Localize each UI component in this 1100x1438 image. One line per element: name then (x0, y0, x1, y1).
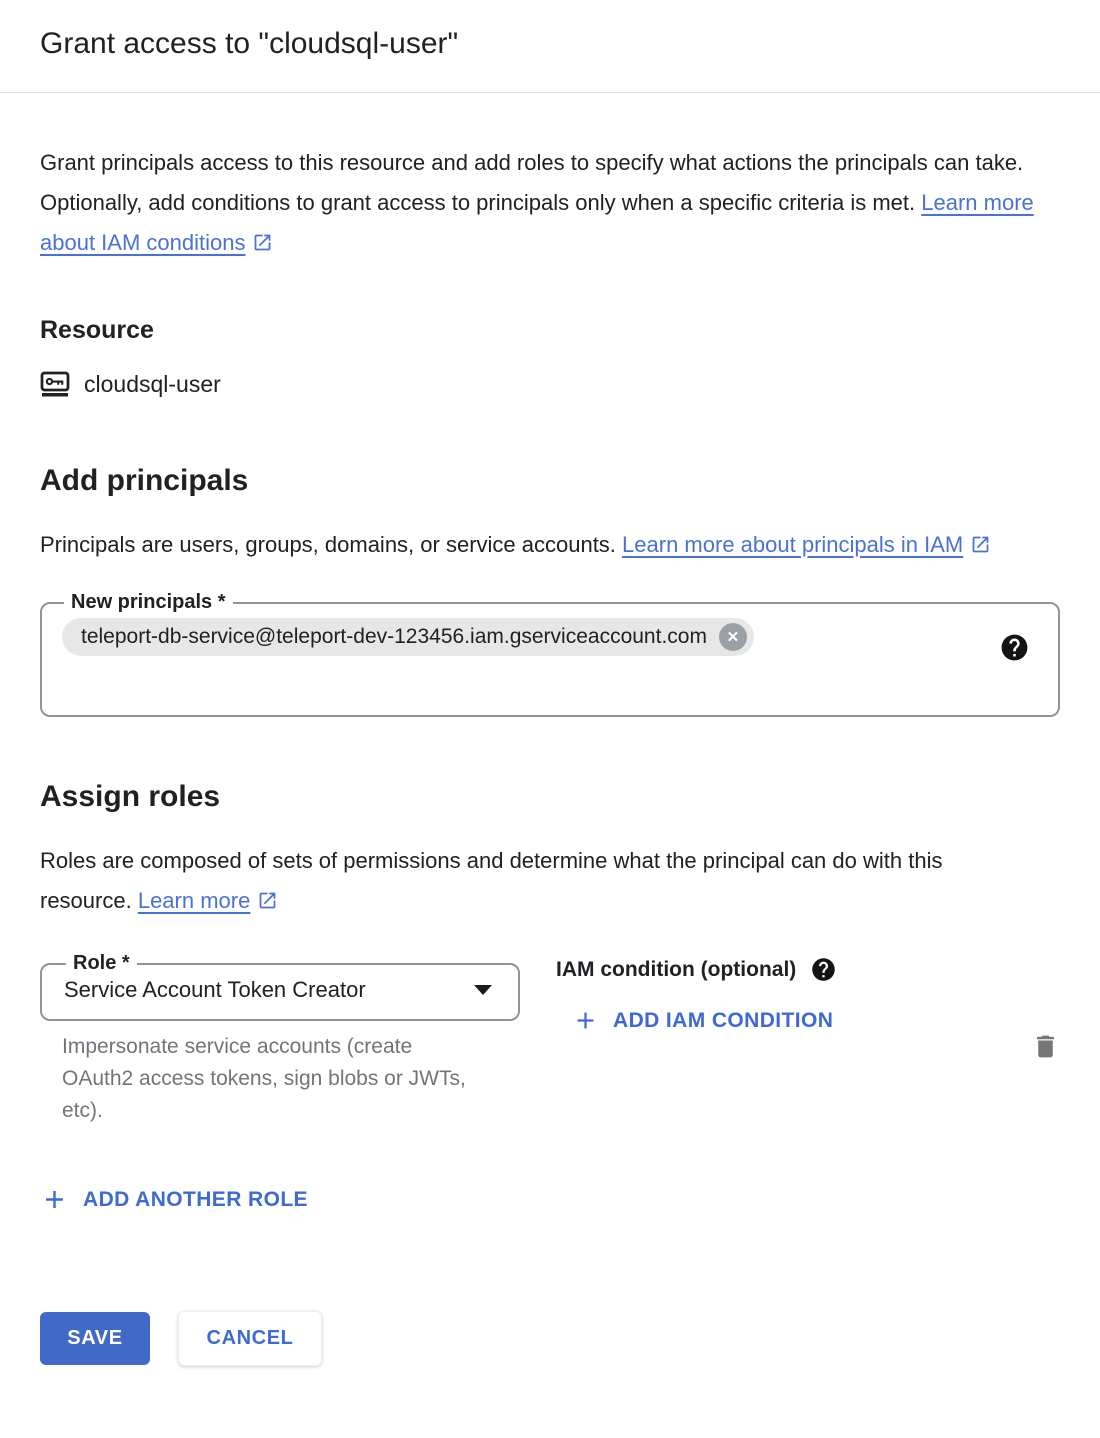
delete-role-button[interactable] (1031, 966, 1060, 1127)
divider (0, 92, 1100, 93)
external-link-icon (257, 890, 278, 911)
help-icon (999, 632, 1030, 663)
iam-conditions-link-label: Learn more about IAM conditions (40, 190, 1034, 255)
close-icon: ✕ (726, 629, 740, 646)
add-another-role-label: ADD ANOTHER ROLE (83, 1187, 308, 1211)
service-account-icon (40, 369, 70, 399)
chip-remove-button[interactable] (719, 623, 747, 651)
delete-role-column (1016, 952, 1060, 1127)
assign-roles-heading: Assign roles (40, 780, 221, 813)
help-icon (810, 956, 837, 983)
principals-link[interactable] (622, 532, 991, 557)
role-select-row[interactable] (58, 975, 502, 1019)
role-column (40, 952, 520, 1127)
resource-row (40, 369, 1060, 399)
principals-paragraph (40, 525, 1030, 565)
role-description: Impersonate service accounts (create OAuth2 access tokens, sign blobs or JWTs, etc). (62, 1035, 466, 1122)
iam-condition-label: IAM condition (optional) (556, 957, 797, 981)
external-link-icon (970, 534, 991, 555)
add-another-role-button[interactable] (40, 1185, 308, 1214)
cancel-button[interactable]: CANCEL (178, 1311, 322, 1366)
principals-text: Principals are users, groups, domains, or service accounts. (40, 532, 623, 557)
add-principals-heading: Add principals (40, 464, 249, 497)
roles-learn-more-label: Learn more (137, 888, 251, 913)
resource-heading: Resource (40, 316, 154, 344)
external-link-icon (252, 232, 273, 253)
intro-text: Grant principals access to this resource and add roles to specify what actions the principals can take. Optionally, add conditions to grant access to principals only when a specific criteria is met. (40, 150, 1024, 215)
roles-learn-more-link[interactable] (138, 888, 279, 913)
iam-condition-help-button[interactable] (810, 956, 837, 983)
roles-paragraph (40, 841, 980, 921)
add-iam-condition-label: ADD IAM CONDITION (613, 1008, 834, 1032)
role-selected-value: Service Account Token Creator (64, 977, 366, 1002)
new-principals-input-area[interactable] (58, 614, 1042, 715)
principal-chip-label: teleport-db-service@teleport-dev-123456.iam.gserviceaccount.com (81, 625, 707, 648)
dialog-actions (40, 1311, 1060, 1366)
dropdown-arrow-icon (474, 985, 492, 995)
add-iam-condition-button[interactable] (572, 1007, 833, 1034)
new-principals-help-button[interactable] (999, 632, 1030, 663)
intro-paragraph (40, 143, 1040, 263)
iam-condition-column (556, 952, 1016, 1127)
dialog-title: Grant access to "cloudsql-user" (40, 27, 459, 60)
new-principals-label: New principals * (71, 591, 226, 613)
roles-text: Roles are composed of sets of permissions and determine what the principal can do with this resource. (40, 848, 943, 913)
plus-icon (572, 1007, 599, 1034)
role-label: Role * (73, 952, 130, 974)
principal-chip (62, 618, 754, 656)
role-select[interactable] (40, 952, 520, 1021)
plus-icon (40, 1185, 69, 1214)
resource-name: cloudsql-user (84, 370, 221, 397)
trash-icon (1031, 1032, 1060, 1061)
new-principals-field[interactable] (40, 591, 1060, 717)
iam-condition-label-row (556, 956, 1016, 983)
role-assignment-row (40, 952, 1060, 1127)
save-button[interactable]: SAVE (40, 1312, 150, 1365)
principals-link-label: Learn more about principals in IAM (622, 532, 964, 557)
